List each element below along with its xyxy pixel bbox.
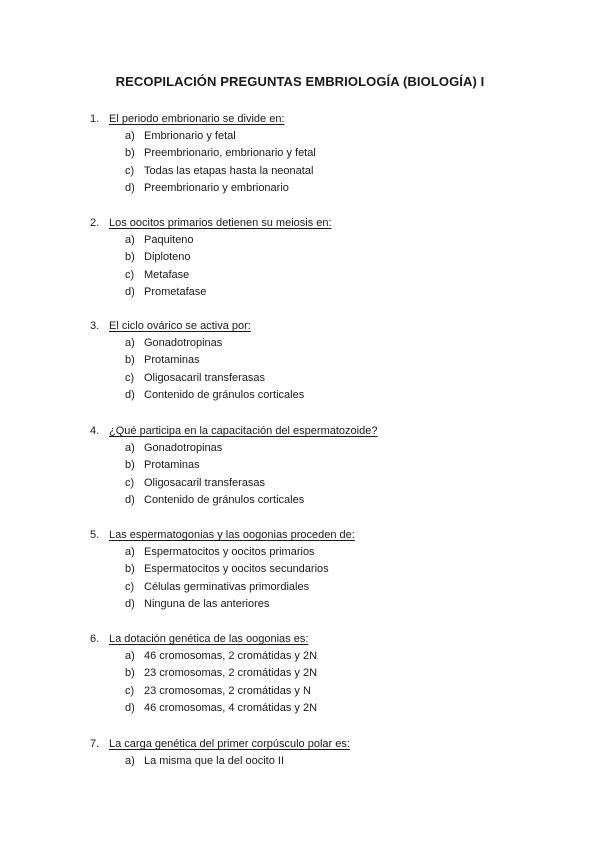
question-number: 5.	[90, 529, 100, 541]
option-d	[90, 596, 570, 613]
question-number: 2.	[90, 217, 100, 229]
option-letter: a)	[125, 546, 135, 558]
option-text: Células germinativas primordiales	[144, 580, 310, 593]
question-number: 7.	[90, 738, 100, 750]
option-text: Diploteno	[144, 251, 191, 264]
option-b	[90, 457, 570, 474]
option-text: Gonadotropinas	[144, 337, 223, 349]
option-letter: c)	[125, 580, 135, 593]
option-letter: b)	[125, 459, 135, 472]
option-letter: a)	[125, 130, 135, 142]
option-letter: b)	[125, 563, 135, 576]
option-c	[90, 163, 570, 180]
option-text: Oligosacaril transferasas	[144, 476, 266, 489]
option-b	[90, 561, 570, 578]
option-text: 46 cromosomas, 2 cromátidas y 2N	[144, 650, 318, 662]
option-letter: d)	[125, 389, 135, 402]
question-text: Los oocitos primarios detienen su meiosis en:	[109, 217, 332, 229]
option-text: Preembrionario, embrionario y fetal	[144, 147, 316, 160]
option-letter: d)	[125, 494, 135, 507]
option-a	[90, 648, 570, 665]
option-b	[90, 352, 570, 369]
question-number: 3.	[90, 320, 100, 332]
question-text: El ciclo ovárico se activa por:	[109, 320, 251, 332]
option-text: Contenido de gránulos corticales	[144, 389, 305, 402]
option-text: Preembrionario y embrionario	[144, 182, 289, 195]
option-b	[90, 665, 570, 682]
option-text: Prometafase	[144, 286, 207, 299]
question-text: La carga genética del primer corpúsculo polar es:	[109, 738, 350, 750]
option-text: Protaminas	[144, 459, 200, 472]
option-text: 46 cromosomas, 4 cromátidas y 2N	[144, 702, 318, 715]
option-letter: c)	[125, 164, 135, 177]
question-5	[90, 527, 570, 614]
option-text: 23 cromosomas, 2 cromátidas y N	[144, 684, 311, 697]
option-letter: c)	[125, 684, 135, 697]
option-letter: c)	[125, 268, 135, 281]
option-letter: c)	[125, 371, 135, 384]
option-c	[90, 579, 570, 596]
option-a	[90, 128, 570, 145]
option-text: Gonadotropinas	[144, 442, 223, 454]
option-text: La misma que la del oocito II	[144, 755, 285, 767]
option-b	[90, 249, 570, 266]
option-text: Contenido de gránulos corticales	[144, 494, 305, 507]
question-1	[90, 111, 570, 198]
option-letter: b)	[125, 667, 135, 680]
question-3	[90, 318, 570, 405]
option-a	[90, 232, 570, 249]
option-c	[90, 683, 570, 700]
option-a	[90, 335, 570, 352]
option-text: Espermatocitos y oocitos primarios	[144, 546, 315, 558]
option-a	[90, 753, 570, 770]
option-c	[90, 370, 570, 387]
option-text: Metafase	[144, 268, 190, 281]
option-text: Protaminas	[144, 354, 200, 367]
question-2	[90, 215, 570, 302]
question-number: 6.	[90, 633, 100, 645]
option-d	[90, 492, 570, 509]
question-number: 4.	[90, 425, 100, 437]
option-letter: b)	[125, 251, 135, 264]
option-letter: b)	[125, 354, 135, 367]
option-letter: c)	[125, 476, 135, 489]
question-7	[90, 736, 570, 770]
option-a	[90, 440, 570, 457]
option-letter: b)	[125, 147, 135, 160]
option-letter: d)	[125, 286, 135, 299]
option-text: 23 cromosomas, 2 cromátidas y 2N	[144, 667, 318, 680]
option-b	[90, 145, 570, 162]
option-letter: a)	[125, 234, 135, 246]
option-letter: a)	[125, 337, 135, 349]
option-text: Embrionario y fetal	[144, 130, 236, 142]
option-a	[90, 544, 570, 561]
question-6	[90, 631, 570, 718]
option-c	[90, 267, 570, 284]
option-text: Todas las etapas hasta la neonatal	[144, 164, 314, 177]
option-text: Oligosacaril transferasas	[144, 371, 266, 384]
option-letter: d)	[125, 598, 135, 611]
option-d	[90, 700, 570, 717]
option-d	[90, 284, 570, 301]
option-text: Espermatocitos y oocitos secundarios	[144, 563, 329, 576]
question-text: ¿Qué participa en la capacitación del espermatozoide?	[109, 425, 378, 437]
option-text: Paquiteno	[144, 234, 194, 246]
option-text: Ninguna de las anteriores	[144, 598, 270, 611]
option-d	[90, 180, 570, 197]
option-letter: a)	[125, 650, 135, 662]
option-c	[90, 475, 570, 492]
option-letter: a)	[125, 442, 135, 454]
question-4	[90, 423, 570, 510]
option-letter: a)	[125, 755, 135, 767]
question-text: El periodo embrionario se divide en:	[109, 113, 285, 125]
option-letter: d)	[125, 182, 135, 195]
page-title: RECOPILACIÓN PREGUNTAS EMBRIOLOGÍA (BIOLOGÍA) I	[115, 74, 485, 89]
option-letter: d)	[125, 702, 135, 715]
question-text: La dotación genética de las oogonias es:	[109, 633, 309, 645]
question-text: Las espermatogonias y las oogonias proceden de:	[109, 529, 355, 541]
question-number: 1.	[90, 113, 100, 125]
option-d	[90, 387, 570, 404]
